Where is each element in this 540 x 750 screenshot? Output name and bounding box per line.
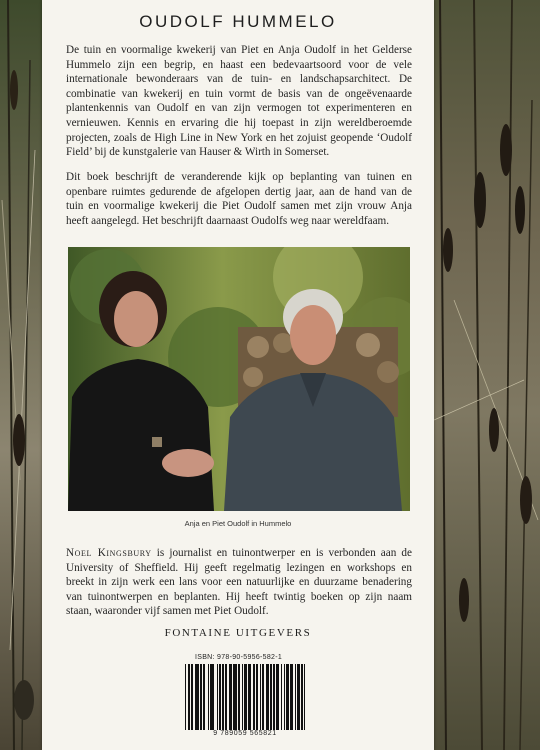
barcode-digits: 9 789059 565821 bbox=[213, 730, 277, 737]
author-bio: is journalist en tuinontwerper en is verbonden aan de University of Sheffield. Hij geeft regelmatig lezingen en workshops en breekt in zijn werk een lans voor een natuurlijke en duurzame benadering van tuinontwerpen en beplanten. Hij heeft twintig boeken op zijn naam staan, waaronder vijf samen met Piet Oudolf. bbox=[66, 547, 412, 618]
isbn-label: ISBN: 978-90-5956-582-1 bbox=[195, 654, 283, 661]
barcode bbox=[185, 664, 305, 738]
author-bio-paragraph bbox=[66, 546, 412, 619]
author-couple-photo bbox=[68, 247, 410, 511]
intro-paragraph: De tuin en voormalige kwekerij van Piet en Anja Oudolf in het Gelderse Hummelo zijn een begrip, en haast een bedevaartsoord voor de vele internationale bewonderaars van de tuin- en landschapsarchitect. De combinatie van kwekerij en tuin vormt de basis van de ongeëvenaarde plantenkennis van Oudolf en van zijn vermogen tot experimenteren en vernieuwen. Kennis en ervaring die hij toepast in zijn wereldberoemde projecten, zoals de High Line in New York en het zojuist geopende ‘Oudolf Field’ bij de kunstgalerie van Hauser & Wirth in Somerset. bbox=[66, 44, 412, 159]
barcode-bars bbox=[185, 664, 305, 730]
text-panel bbox=[42, 0, 434, 750]
second-paragraph: Dit boek beschrijft de veranderende kijk op beplanting van tuinen en openbare ruimtes gedurende de afgelopen dertig jaar, aan de hand van de tuin en voormalige kwekerij die Piet Oudolf samen met zijn vrouw Anja heeft aangelegd. Het beschrijft daarnaast Oudolfs weg naar wereldfaam. bbox=[66, 171, 412, 227]
author-name: Noel Kingsbury bbox=[66, 547, 152, 559]
garden-photo-right-strip bbox=[434, 0, 540, 750]
book-title: OUDOLF HUMMELO bbox=[139, 12, 337, 31]
garden-photo-left-strip bbox=[0, 0, 42, 750]
publisher-name: FONTAINE UITGEVERS bbox=[164, 627, 312, 639]
photo-caption: Anja en Piet Oudolf in Hummelo bbox=[184, 519, 292, 528]
